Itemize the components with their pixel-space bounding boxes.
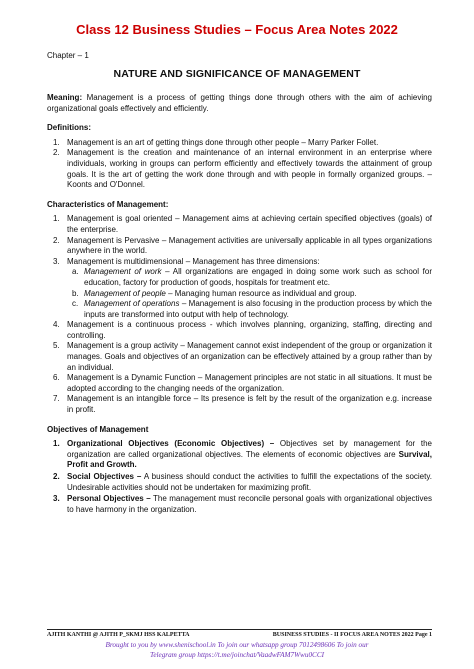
characteristic-text: Management is goal oriented – Management aims at achieving certain specified objectives (goals) of the enterprise. (67, 214, 432, 234)
notes-body (47, 93, 432, 524)
dimension-text: – All organizations are engaged in doing some work such as school for education, factory for production of goods, hospitals for treatment etc. (84, 267, 433, 287)
footer-author: AJITH KANTHI @ AJITH P_SKMJ HSS KALPETTA (47, 632, 190, 638)
chapter-heading: NATURE AND SIGNIFICANCE OF MANAGEMENT (113, 68, 361, 80)
definition-item: 1. Management is an art of getting things done through other people – Marry Parker Follet. (53, 137, 379, 147)
definition-item: 2. Management is the creation and maintenance of an internal environment in an enterprise where individuals, working in groups can perform efficiently and effectively towards the attainment of group goals. It is the art of getting the work done through and with people in formally organized groups. – Koonts and O'Donnel. (53, 148, 432, 190)
objective-term: Social Objectives – (67, 472, 142, 481)
footer-divider (47, 629, 432, 630)
dimension-item: a. Management of work – All organizations are engaged in doing some work such as school for education, factory for production of goods, hospitals for treatment etc. (72, 267, 433, 287)
definitions-list (47, 138, 432, 191)
promo-banner (0, 641, 474, 660)
definition-text: Management is the creation and maintenance of an internal environment in an enterprise where individuals, working in groups can perform efficiently and effectively towards the attainment of group goals. It is the art of getting the work done through and with people in formally organized groups. – Koonts and O'Donnel. (67, 148, 432, 190)
objectives-list (47, 439, 432, 515)
characteristic-item: 5. Management is a group activity – Management cannot exist independent of the group or organization it manages. Goals and objectives of an organization can be effectively attained by a group rather than by an individual. (53, 341, 432, 372)
characteristic-item: 4. Management is a continuous process - which involves planning, organizing, staffing, directing and controlling. (53, 320, 432, 340)
dimension-item: c. Management of operations – Management is also focusing in the production process by which the inputs are transformed into output with help of technology. (72, 299, 433, 319)
meaning-label: Meaning: (47, 93, 83, 102)
characteristic-text: Management is an intangible force – Its presence is felt by the result of the organization e.g. increase in profit. (67, 394, 432, 415)
objective-text: The management must reconcile personal goals with organizational objectives to have harmony in the organization. (67, 494, 432, 514)
definitions-title: Definitions: (47, 123, 91, 133)
meaning-paragraph (47, 93, 432, 114)
promo-line-website[interactable]: Brought to you by www.shenischool.in To join our whatsapp group 7012498606 To join our (105, 641, 369, 649)
objective-elements: Survival, Profit and Growth. (67, 449, 432, 470)
footer-page-info: BUSINESS STUDIES - II FOCUS AREA NOTES 2022 Page 1 (272, 632, 432, 638)
objective-term: Organizational Objectives (Economic Objectives) – (67, 439, 275, 449)
objective-item: 2. Social Objectives – A business should conduct the activities to fulfill the expectations of the society. Undesirable activities should not be undertaken for maximizing profit. (53, 472, 432, 492)
characteristic-text: Management is Pervasive – Management activities are universally applicable in all types organizations anywhere in the world. (67, 235, 432, 256)
characteristics-list (47, 214, 432, 415)
definition-text: Management is an art of getting things done through other people – Marry Parker Follet. (67, 137, 379, 147)
document-title: Class 12 Business Studies – Focus Area Notes 2022 (76, 22, 398, 37)
objective-text: Objectives set by management for the organization are called organizational objectives. The elements of economic objectives are (67, 439, 432, 459)
chapter-label: Chapter – 1 (47, 51, 89, 60)
objective-text: A business should conduct the activities to fulfill the expectations of the society. Undesirable activities should not be undertaken for maximizing profit. (67, 472, 432, 492)
characteristic-text: Management is a continuous process - which involves planning, organizing, staffing, directing and controlling. (67, 320, 432, 340)
characteristic-text: Management is a group activity – Management cannot exist independent of the group or organization it manages. Goals and objectives of an organization can be effectively attained by a group rather than by an individual. (67, 341, 432, 372)
characteristic-text: Management is multidimensional – Management has three dimensions: (67, 256, 320, 266)
characteristic-item: 7. Management is an intangible force – Its presence is felt by the result of the organization e.g. increase in profit. (53, 394, 432, 415)
meaning-text: Management is a process of getting things done through others with the aim of achieving organizational goals effectively and efficiently. (47, 93, 432, 113)
characteristic-item: 3. Management is multidimensional – Management has three dimensions: a. Management of work – All organizations are engaged in doing some work such as school for education, factory for production of goods, hospitals for treatment etc. b. Management of people – Managing human resource as individual and group. c. Management of operations – Management is also focusing in the production process by which the inputs are transformed into output with help of technology. (53, 256, 433, 319)
characteristics-title: Characteristics of Management: (47, 199, 169, 209)
characteristic-item: 2. Management is Pervasive – Management activities are universally applicable in all types organizations anywhere in the world. (53, 235, 432, 256)
characteristic-item: 1. Management is goal oriented – Management aims at achieving certain specified objectives (goals) of the enterprise. (53, 214, 432, 234)
characteristic-item: 6. Management is a Dynamic Function – Management principles are not static in all situations. It must be adopted according to the changing needs of the organization. (53, 373, 432, 393)
dimension-term: Management of operations (84, 299, 180, 309)
dimension-term: Management of work (84, 267, 162, 277)
dimension-term: Management of people (84, 288, 166, 298)
dimensions-sublist (67, 267, 432, 320)
dimension-text: – Managing human resource as individual and group. (165, 288, 357, 298)
promo-line-telegram[interactable]: Telegram group https://t.me/joinchat/VaadwFAM7Wwu0CCI (149, 650, 325, 659)
dimension-item: b. Management of people – Managing human resource as individual and group. (72, 288, 357, 298)
characteristic-text: Management is a Dynamic Function – Management principles are not static in all situations. It must be adopted according to the changing needs of the organization. (67, 373, 432, 393)
objective-item: 1. Organizational Objectives (Economic Objectives) – Objectives set by management for the organization are called organizational objectives. The elements of economic objectives are Survival, Profit and Growth. (53, 439, 432, 470)
objective-item: 3. Personal Objectives – The management must reconcile personal goals with organizational objectives to have harmony in the organization. (53, 494, 432, 514)
objectives-title: Objectives of Management (47, 424, 149, 434)
dimension-text: – Management is also focusing in the production process by which the inputs are transformed into output with help of technology. (84, 299, 433, 319)
objective-term: Personal Objectives – (67, 494, 151, 504)
